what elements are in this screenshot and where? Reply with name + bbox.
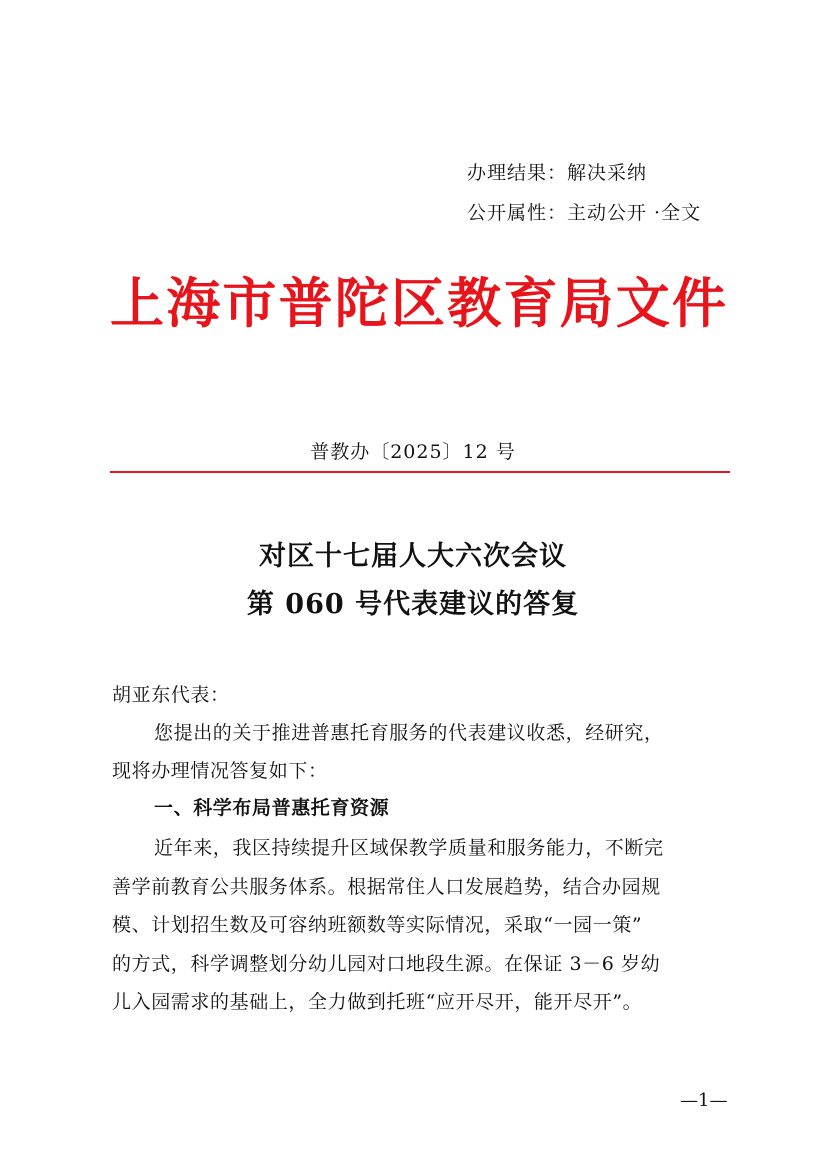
masthead-char: 件 [671,271,726,335]
masthead-char: 局 [559,271,614,335]
masthead-char: 市 [222,271,277,335]
paragraph-line: 善学前教育公共服务体系。根据常住人口发展趋势，结合办园规 [112,876,661,898]
masthead-title [110,268,726,338]
masthead-char: 区 [390,271,445,335]
document-title-line2: 第 060 号代表建议的答复 [246,589,580,620]
masthead-char: 文 [615,271,670,335]
document-title-line1: 对区十七届人大六次会议 [259,541,567,572]
paragraph-line: 近年来，我区持续提升区域保教学质量和服务能力，不断完 [154,837,664,859]
disclosure-attribute: 公开属性：主动公开 ·全文 [467,202,702,224]
document-number: 普教办〔2025〕12 号 [310,441,516,463]
masthead-char: 育 [503,271,558,335]
intro-line-1: 您提出的关于推进普惠托育服务的代表建议收悉，经研究， [154,722,664,744]
masthead-char: 上 [110,271,164,335]
salutation: 胡亚东代表： [112,684,230,706]
red-divider-line [110,471,730,473]
masthead-char: 教 [447,271,502,335]
paragraph-line: 模、计划招生数及可容纳班额数等实际情况，采取“一园一策” [112,914,643,936]
page-number: —1— [680,1090,728,1111]
handling-result: 办理结果：解决采纳 [467,162,648,184]
masthead-char: 普 [278,271,333,335]
section-heading-1: 一、科学布局普惠托育资源 [154,797,390,819]
masthead-char: 陀 [334,271,389,335]
masthead-char: 海 [166,271,221,335]
intro-line-2: 现将办理情况答复如下： [112,760,328,782]
paragraph-line: 的方式，科学调整划分幼儿园对口地段生源。在保证 3－6 岁幼 [112,953,661,975]
paragraph-line: 儿入园需求的基础上，全力做到托班“应开尽开，能开尽开”。 [112,991,643,1013]
